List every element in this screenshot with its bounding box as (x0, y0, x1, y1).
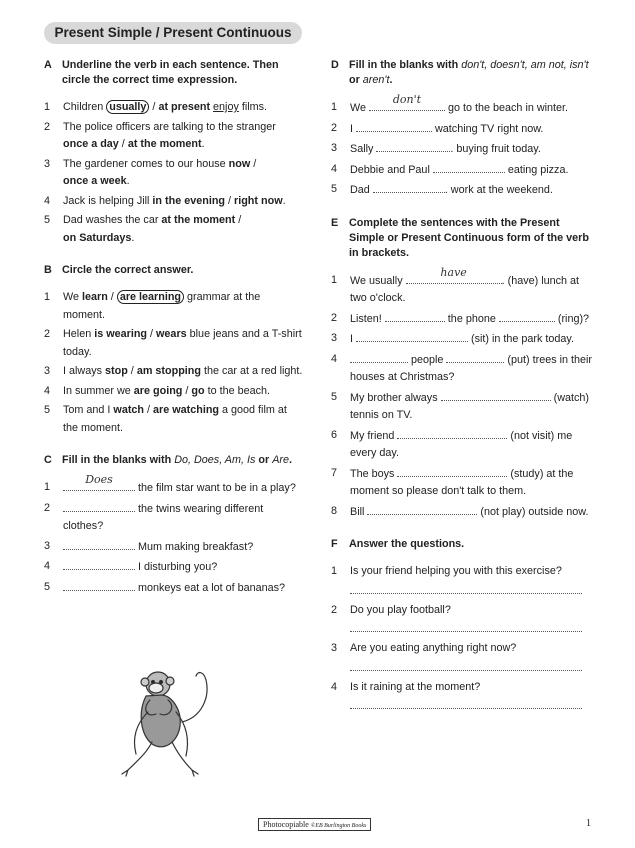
text-part: people (408, 353, 447, 366)
option[interactable]: once a day (63, 138, 119, 150)
exercise-item (331, 351, 593, 387)
text-part: Dad (350, 184, 373, 196)
text-part: eating pizza. (504, 163, 569, 176)
text-part: . (201, 138, 205, 150)
item-text (350, 351, 593, 387)
exercise-item (44, 558, 304, 577)
text-part: Bill (350, 505, 368, 518)
answer-blank[interactable] (441, 389, 551, 401)
exercise-item (331, 140, 593, 159)
footer-label: Photocopiable (263, 820, 309, 829)
item-number: 5 (331, 183, 338, 195)
text-part: / (127, 365, 137, 377)
section-e-header (331, 216, 593, 261)
item-text (350, 427, 593, 463)
text-part: the twins wearing different clothes? (63, 502, 264, 532)
answer-blank[interactable] (356, 120, 432, 132)
text-part: to the beach. (204, 384, 271, 397)
item-number: 2 (331, 121, 338, 134)
circled-answer[interactable]: are learning (117, 290, 184, 304)
item-text (63, 538, 253, 557)
circled-answer[interactable]: usually (106, 100, 149, 114)
option[interactable]: learn (82, 291, 108, 303)
text-part: or (255, 454, 273, 466)
item-text (63, 326, 304, 361)
answer-blank[interactable] (406, 265, 502, 284)
option[interactable]: wears (156, 328, 187, 340)
exercise-item (44, 538, 304, 557)
text-part: We (63, 291, 82, 303)
item-text (350, 389, 593, 425)
question-text: Do you play football? (350, 603, 451, 616)
answer-blank[interactable] (356, 330, 468, 342)
text-part: (sit) in the park today. (468, 333, 575, 345)
item-text (350, 330, 574, 349)
exercise-item (331, 93, 593, 118)
item-number: 3 (44, 365, 51, 377)
item-number: 1 (331, 273, 338, 286)
text-part: We (350, 102, 369, 114)
text-part: (put) trees in their houses at Christmas? (350, 353, 593, 383)
option[interactable]: is wearing (94, 328, 148, 340)
item-number: 1 (44, 481, 51, 493)
handwritten-answer: have (440, 265, 467, 279)
text-part: / (107, 291, 117, 303)
exercise-item (44, 326, 304, 361)
text-part: We usually (350, 274, 406, 287)
item-number: 6 (331, 428, 338, 441)
answer-blank[interactable] (63, 473, 135, 491)
item-number: 2 (44, 501, 51, 514)
text-part: the film star want to be in a play? (135, 482, 296, 494)
option[interactable]: at the moment (127, 138, 202, 150)
option[interactable]: at the moment (161, 214, 236, 226)
item-number: 4 (331, 680, 338, 693)
exercise-item (44, 473, 304, 498)
exercise-item (331, 427, 593, 463)
option[interactable]: now (228, 157, 251, 170)
left-column (44, 58, 304, 613)
section-a (44, 58, 304, 247)
item-number: 3 (331, 332, 338, 344)
option[interactable]: am stopping (136, 365, 201, 377)
exercise-item (331, 563, 593, 600)
section-instruction (62, 453, 292, 468)
answer-blank[interactable] (369, 93, 445, 111)
text-part: go to the beach in winter. (445, 102, 569, 114)
text-part: . work at the weekend. (444, 184, 553, 196)
answer-blank[interactable] (350, 351, 408, 363)
text-part: The gardener comes to our house (63, 157, 229, 170)
item-text (350, 310, 589, 329)
text-part: (not visit) me every day. (350, 429, 573, 459)
text-part: grammar at the moment. (63, 291, 261, 321)
text-part: / (182, 384, 192, 397)
item-number: 5 (331, 390, 338, 403)
page-title: Present Simple / Present Continuous (44, 22, 302, 44)
answer-blank[interactable] (376, 140, 450, 152)
text-part: / (250, 157, 257, 170)
item-number: 5 (44, 580, 51, 593)
exercise-item (44, 383, 304, 401)
item-text (350, 465, 593, 501)
text-part: The boys (350, 467, 398, 480)
item-text (350, 503, 588, 522)
option[interactable]: are watching (153, 404, 220, 416)
section-letter: B (44, 264, 52, 276)
option[interactable]: at present (158, 101, 211, 113)
section-d-header (331, 58, 593, 88)
item-number: 3 (44, 157, 51, 170)
text-part: Do, Does, Am, Is (174, 454, 256, 466)
option[interactable]: on Saturdays (63, 231, 132, 244)
text-part: Debbie and Paul (350, 163, 433, 176)
item-number: 5 (44, 214, 51, 226)
text-part: . (282, 194, 286, 207)
text-part: / (147, 328, 157, 340)
text-part: Tom and I (63, 404, 114, 416)
footer-credit: ©EB Burlington Books (310, 823, 367, 829)
exercise-item (331, 310, 593, 329)
item-text (63, 289, 304, 324)
text-part: Listen! (350, 312, 385, 325)
text-part: / (149, 101, 159, 113)
item-text (350, 181, 553, 200)
item-text (350, 120, 543, 139)
section-instruction: Underline the verb in each sentence. Then circle the correct time expression. (62, 59, 279, 86)
item-number: 2 (331, 603, 338, 616)
option[interactable]: in the evening (152, 194, 226, 207)
exercise-item (44, 193, 304, 211)
item-text (63, 212, 241, 247)
option[interactable]: once a week (63, 175, 127, 187)
text-part: Fill in the blanks with (62, 454, 175, 466)
item-text (350, 140, 541, 159)
text-part: the phone (444, 312, 499, 325)
option[interactable]: are going (133, 384, 183, 397)
item-text (63, 99, 267, 117)
answer-blank[interactable] (63, 538, 135, 550)
text-part: My brother always (350, 391, 441, 404)
item-text (63, 402, 304, 437)
text-part: Helen (63, 328, 95, 340)
text-part: blue jeans and a T-shirt today. (63, 328, 302, 358)
item-text (350, 93, 569, 118)
page-number: 1 (586, 818, 591, 829)
item-text (63, 473, 296, 498)
item-text (350, 563, 582, 600)
text-part: / (118, 138, 128, 150)
text-part: Children (63, 101, 107, 113)
section-d (331, 58, 593, 200)
text-part: . (have) lunch at two o'clock. (350, 274, 580, 304)
item-number: 1 (331, 565, 338, 577)
text-part: Dad washes the car (63, 214, 162, 226)
item-number: 3 (44, 539, 51, 552)
answer-line[interactable] (350, 696, 582, 709)
item-number: 1 (44, 291, 51, 303)
option[interactable]: right now (234, 194, 283, 207)
answer-blank[interactable] (433, 161, 505, 173)
section-letter: E (331, 216, 339, 229)
text-part: Mum making breakfast? (135, 540, 254, 553)
exercise-item (331, 602, 593, 639)
answer-blank[interactable] (499, 310, 555, 322)
section-letter: F (331, 538, 338, 550)
answer-line[interactable] (350, 619, 582, 632)
exercise-item (331, 503, 593, 522)
section-a-header (44, 58, 304, 88)
item-text (350, 640, 582, 677)
item-text (63, 579, 285, 598)
item-text (63, 193, 286, 211)
answer-blank[interactable] (63, 500, 135, 512)
handwritten-answer: Does (85, 473, 113, 486)
answer-blank[interactable] (397, 465, 507, 477)
item-text (63, 119, 304, 154)
item-number: 8 (331, 504, 338, 517)
answer-line[interactable] (350, 581, 582, 594)
section-c (44, 453, 304, 597)
text-part: In summer we (63, 384, 134, 397)
exercise-item (331, 161, 593, 180)
section-instruction (349, 58, 593, 88)
text-part: (study) at the moment so please don't talk to them. (350, 467, 574, 497)
text-part: a good film at the moment. (63, 404, 287, 434)
text-part: . (389, 74, 393, 86)
item-number: 4 (331, 352, 338, 365)
text-part: / (235, 214, 242, 226)
answer-blank[interactable] (397, 427, 507, 439)
handwritten-answer: don't (392, 93, 422, 106)
section-letter: C (44, 454, 52, 466)
exercise-item (44, 289, 304, 324)
exercise-item (44, 99, 304, 117)
answer-blank[interactable] (63, 579, 135, 591)
text-part: . buying fruit today. (450, 143, 541, 155)
item-text (63, 558, 217, 577)
exercise-item (44, 402, 304, 437)
item-number: 1 (331, 101, 338, 113)
item-number: 2 (331, 311, 338, 324)
photocopiable-footer (258, 818, 371, 831)
answer-blank[interactable] (385, 310, 445, 322)
item-number: 2 (44, 120, 51, 133)
text-part: Sally (350, 143, 377, 155)
exercise-item (44, 500, 304, 536)
section-f (331, 537, 593, 715)
text-part: I disturbing you? (135, 561, 218, 573)
option[interactable]: watch (113, 404, 145, 416)
text-part: My friend (350, 429, 398, 442)
exercise-item (44, 119, 304, 154)
exercise-item (331, 330, 593, 349)
text-part: Fill in the blanks with (349, 59, 462, 71)
text-part: watching TV right now. (432, 122, 544, 135)
text-part: . (126, 175, 130, 187)
text-part: Jack is helping Jill (63, 194, 153, 207)
item-text (350, 161, 568, 180)
exercise-item (331, 181, 593, 200)
item-number: 4 (44, 194, 51, 207)
section-instruction: Complete the sentences with the Present Simple or Present Continuous form of the verb in brackets. (349, 216, 589, 259)
section-letter: A (44, 59, 52, 71)
section-instruction: Circle the correct answer. (62, 264, 194, 276)
answer-blank[interactable] (367, 503, 477, 515)
question-text: Is your friend helping you with this exercise? (350, 565, 562, 577)
item-text (350, 602, 582, 639)
text-part: (not play) outside now. (477, 505, 589, 518)
question-text: Is it raining at the moment? (350, 680, 481, 693)
section-c-header (44, 453, 304, 468)
section-e (331, 216, 593, 522)
text-part: . (131, 231, 135, 244)
answer-blank[interactable] (373, 181, 445, 193)
exercise-item (331, 389, 593, 425)
exercise-item (331, 265, 593, 308)
exercise-item (44, 579, 304, 598)
exercise-item (44, 363, 304, 381)
exercise-item (44, 212, 304, 247)
text-part: The police officers are talking to the stranger (63, 120, 276, 133)
monkey-illustration (112, 662, 222, 780)
exercise-item (331, 679, 593, 716)
text-part: or (349, 74, 363, 86)
section-letter: D (331, 59, 339, 71)
item-text (63, 500, 304, 536)
text-part: . (289, 454, 292, 466)
right-column (331, 58, 593, 731)
option[interactable]: stop (105, 365, 128, 377)
item-number: 4 (331, 162, 338, 175)
item-number: 4 (44, 384, 51, 397)
text-part: films. (238, 101, 268, 113)
exercise-item (331, 120, 593, 139)
answer-blank[interactable] (63, 558, 135, 570)
section-f-header (331, 537, 593, 552)
item-text (350, 679, 582, 716)
text-part: (watch) tennis on TV. (350, 391, 590, 421)
exercise-item (44, 156, 304, 191)
text-part: / (225, 194, 235, 207)
option[interactable]: go (191, 384, 205, 397)
text-part: I (350, 333, 356, 345)
item-number: 5 (44, 404, 51, 416)
section-b (44, 263, 304, 437)
item-number: 3 (331, 642, 338, 654)
text-part: monkeys eat a lot of bananas? (135, 581, 286, 594)
answer-line[interactable] (350, 658, 582, 671)
item-text (350, 265, 593, 308)
item-number: 7 (331, 466, 338, 479)
text-part: don't, doesn't, am not, isn't (461, 59, 589, 71)
exercise-item (331, 465, 593, 501)
text-part: aren't (362, 74, 390, 86)
item-text (63, 383, 270, 401)
text-part: (ring)? (554, 312, 590, 325)
item-text (63, 363, 302, 381)
text-part: the car at a red light. (201, 365, 303, 377)
item-number: 1 (44, 101, 51, 113)
item-number: 2 (44, 328, 51, 340)
text-part: I (350, 122, 356, 135)
section-b-header (44, 263, 304, 278)
underlined-verb: enjoy (213, 101, 239, 113)
item-text (63, 156, 256, 191)
section-instruction: Answer the questions. (349, 538, 465, 550)
text-part: I always (63, 365, 106, 377)
exercise-item (331, 640, 593, 677)
text-part: Are (272, 454, 289, 466)
item-number: 4 (44, 560, 51, 572)
answer-blank[interactable] (446, 351, 504, 363)
item-number: 3 (331, 142, 338, 154)
question-text: Are you eating anything right now? (350, 642, 517, 654)
text-part: / (144, 404, 154, 416)
